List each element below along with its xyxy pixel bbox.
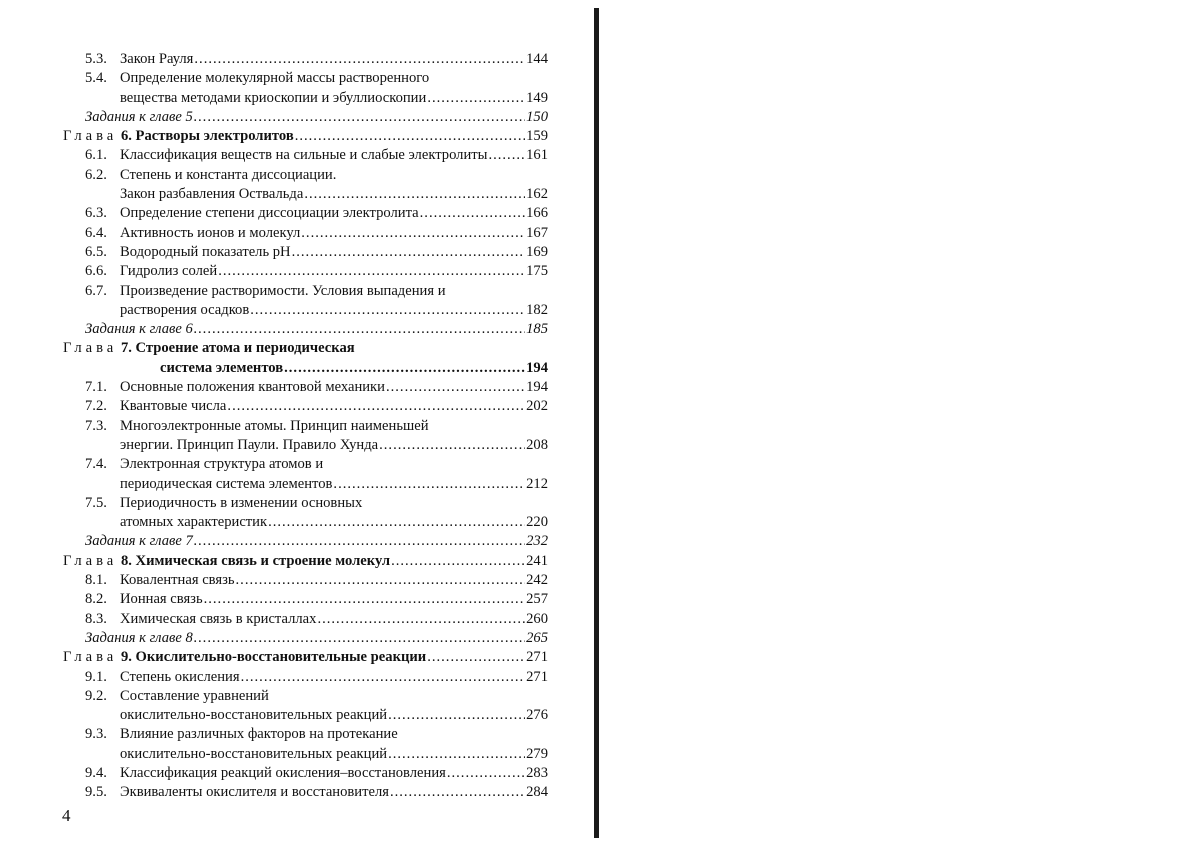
toc-dot-leader	[386, 378, 525, 397]
toc-page-number: 276	[526, 707, 548, 724]
toc-page-number: 257	[526, 591, 548, 608]
toc-dot-leader	[250, 301, 525, 320]
toc-entry-number: Глава	[63, 128, 118, 145]
toc-tasks-entry	[63, 532, 548, 551]
toc-entry-number: Глава	[63, 649, 118, 666]
toc-dot-leader	[304, 185, 525, 204]
toc-page-number: 182	[526, 301, 548, 318]
toc-entry-number: 7.5.	[85, 494, 107, 511]
toc-dot-leader	[388, 706, 525, 725]
toc-entry-number: 9.2.	[85, 687, 107, 704]
left-page	[0, 0, 596, 846]
toc-entry-title: Определение молекулярной массы растворенного	[120, 70, 430, 87]
toc-entry	[63, 378, 548, 397]
toc-entry	[63, 146, 548, 165]
toc-entry-number: 7.3.	[85, 417, 107, 434]
toc-entry	[63, 224, 548, 243]
toc-entry-number: 6.1.	[85, 147, 107, 164]
toc-entry-number: 8.2.	[85, 591, 107, 608]
toc-page-number: 208	[526, 436, 548, 453]
toc-entry-title: Многоэлектронные атомы. Принцип наименьшей	[120, 417, 429, 434]
toc-entry-number: 6.6.	[85, 263, 107, 280]
toc-entry-number: 6.2.	[85, 166, 107, 183]
toc-entry-title: Задания к главе 6	[85, 321, 193, 338]
toc-dot-leader	[194, 532, 525, 551]
toc-entry-number: 7.4.	[85, 456, 107, 473]
page-number-left: 4	[62, 806, 71, 825]
toc-chapter-entry	[63, 127, 548, 146]
toc-dot-leader	[284, 359, 525, 378]
toc-entry-number: 9.5.	[85, 784, 107, 801]
toc-entry	[63, 89, 548, 108]
toc-dot-leader	[194, 629, 525, 648]
toc-dot-leader	[194, 108, 525, 127]
toc-entry	[63, 301, 548, 320]
toc-dot-leader	[427, 648, 525, 667]
toc-entry-title: Степень окисления	[120, 668, 240, 685]
toc-page-number: 283	[526, 764, 548, 781]
toc-dot-leader	[420, 204, 525, 223]
right-page	[600, 0, 1200, 846]
toc-entry	[63, 668, 548, 687]
toc-entry-title: 6. Растворы электролитов	[120, 128, 294, 145]
toc-page-number: 161	[526, 147, 548, 164]
toc-entry	[63, 397, 548, 416]
toc-entry	[63, 455, 548, 474]
toc-entry-title: Квантовые числа	[120, 398, 227, 415]
toc-page-number: 271	[526, 668, 548, 685]
toc-entry-title: 9. Окислительно-восстановительные реакции	[120, 649, 427, 666]
toc-entry-title: Закон Рауля	[120, 51, 194, 67]
toc-entry-number: 6.4.	[85, 224, 107, 241]
toc-entry-number: 7.1.	[85, 379, 107, 396]
toc-page-number: 271	[526, 649, 548, 666]
toc-entry	[63, 475, 548, 494]
toc-entry-number: 7.2.	[85, 398, 107, 415]
toc-page-number: 175	[526, 263, 548, 280]
toc-entry	[63, 436, 548, 455]
toc-entry	[63, 571, 548, 590]
toc-entry	[63, 166, 548, 185]
toc-entry-number: Глава	[63, 340, 118, 357]
toc-dot-leader	[204, 590, 526, 609]
toc-page-number: 194	[526, 359, 548, 376]
toc-entry-title: энергии. Принцип Паули. Правило Хунда	[120, 436, 379, 453]
toc-entry-title: Ковалентная связь	[120, 572, 235, 589]
toc-dot-leader	[388, 745, 525, 764]
toc-entry-title: Составление уравнений	[120, 687, 269, 704]
toc-entry	[63, 764, 548, 783]
toc-page-number: 144	[526, 51, 548, 67]
toc-entry-title: Ионная связь	[120, 591, 203, 608]
toc-entry-title: Задания к главе 8	[85, 629, 193, 646]
toc-dot-leader	[194, 50, 525, 69]
toc-dot-leader	[241, 668, 526, 687]
toc-page-number: 159	[526, 128, 548, 145]
toc-entry	[63, 204, 548, 223]
toc-entry-number: 8.3.	[85, 610, 107, 627]
toc-entry	[63, 69, 548, 88]
toc-entry-title: Задания к главе 5	[85, 108, 193, 125]
toc-page-number: 212	[526, 475, 548, 492]
toc-entry	[63, 185, 548, 204]
toc-entry-number: Глава	[63, 552, 118, 569]
toc-page-number: 260	[526, 610, 548, 627]
toc-entry-number: 6.5.	[85, 243, 107, 260]
toc-page-number: 150	[526, 108, 548, 125]
toc-entry-title: Активность ионов и молекул	[120, 224, 301, 241]
toc-entry-number: 6.7.	[85, 282, 107, 299]
toc-entry-number: 8.1.	[85, 572, 107, 589]
toc-entry	[63, 417, 548, 436]
toc-dot-leader	[333, 475, 525, 494]
toc-entry	[63, 282, 548, 301]
toc-dot-leader	[391, 552, 525, 571]
toc-entry	[63, 687, 548, 706]
toc-entry-title: Задания к главе 7	[85, 533, 193, 550]
toc-entry-title: Гидролиз солей	[120, 263, 218, 280]
toc-page-number: 162	[526, 186, 548, 203]
toc-entry-title: Классификация реакций окисления–восстановления	[120, 764, 446, 781]
toc-entry	[63, 725, 548, 744]
toc-dot-leader	[427, 89, 525, 108]
toc-page-number: 202	[526, 398, 548, 415]
toc-page-number: 185	[526, 321, 548, 338]
toc-entry-title: 8. Химическая связь и строение молекул	[120, 552, 391, 569]
toc-entry-title: Определение степени диссоциации электролита	[120, 205, 419, 222]
toc-entry	[63, 50, 548, 69]
toc-page-number: 149	[526, 89, 548, 106]
toc-entry-title: вещества методами криоскопии и эбуллиоскопии	[120, 89, 427, 106]
toc-tasks-entry	[63, 320, 548, 339]
toc-entry-title: окислительно-восстановительных реакций	[120, 745, 388, 762]
toc-dot-leader	[488, 146, 525, 165]
toc-left-column	[63, 50, 548, 803]
toc-entry-title: 7. Строение атома и периодическая	[120, 340, 355, 357]
toc-entry-number: 9.1.	[85, 668, 107, 685]
toc-page-number: 242	[526, 572, 548, 589]
toc-chapter-entry	[63, 552, 548, 571]
toc-page-number: 166	[526, 205, 548, 222]
toc-dot-leader	[447, 764, 525, 783]
toc-entry	[63, 359, 548, 378]
toc-entry-title: Закон разбавления Оствальда	[120, 186, 304, 203]
toc-dot-leader	[390, 783, 525, 802]
toc-entry	[63, 783, 548, 802]
toc-page-number: 167	[526, 224, 548, 241]
toc-entry	[63, 513, 548, 532]
toc-entry-title: растворения осадков	[120, 301, 250, 318]
toc-entry-title: Влияние различных факторов на протекание	[120, 726, 398, 743]
toc-dot-leader	[268, 513, 525, 532]
toc-entry	[63, 706, 548, 725]
toc-dot-leader	[292, 243, 526, 262]
toc-tasks-entry	[63, 108, 548, 127]
toc-page-number: 241	[526, 552, 548, 569]
toc-tasks-entry	[63, 629, 548, 648]
toc-entry	[63, 262, 548, 281]
toc-page-number: 169	[526, 243, 548, 260]
toc-page-number: 232	[526, 533, 548, 550]
toc-entry-title: Классификация веществ на сильные и слабые электролиты	[120, 147, 488, 164]
toc-dot-leader	[317, 610, 525, 629]
toc-entry	[63, 610, 548, 629]
toc-page-number: 279	[526, 745, 548, 762]
toc-entry-title: Электронная структура атомов и	[120, 456, 324, 473]
toc-entry-title: Химическая связь в кристаллах	[120, 610, 317, 627]
toc-entry-number: 6.3.	[85, 205, 107, 222]
toc-entry	[63, 494, 548, 513]
toc-page-number: 284	[526, 784, 548, 801]
toc-entry-number: 5.4.	[85, 70, 107, 87]
toc-entry-number: 9.3.	[85, 726, 107, 743]
toc-entry-title: атомных характеристик	[120, 514, 268, 531]
toc-entry-title: Водородный показатель pH	[120, 243, 291, 260]
toc-dot-leader	[301, 224, 525, 243]
toc-page-number: 265	[526, 629, 548, 646]
toc-entry-title: Эквиваленты окислителя и восстановителя	[120, 784, 389, 801]
toc-chapter-entry	[63, 648, 548, 667]
book-spine-gutter	[594, 8, 599, 838]
toc-dot-leader	[218, 262, 525, 281]
toc-entry-title: Произведение растворимости. Условия выпадения и	[120, 282, 446, 299]
toc-entry-title: система элементов	[160, 359, 284, 376]
toc-page-number: 194	[526, 379, 548, 396]
toc-entry-title: Основные положения квантовой механики	[120, 379, 385, 396]
toc-entry-number: 9.4.	[85, 764, 107, 781]
toc-dot-leader	[295, 127, 525, 146]
toc-entry-number: 5.3.	[85, 51, 107, 67]
toc-entry	[63, 243, 548, 262]
toc-entry	[63, 590, 548, 609]
toc-entry-title: окислительно-восстановительных реакций	[120, 707, 388, 724]
toc-entry-title: Степень и константа диссоциации.	[120, 166, 337, 183]
toc-dot-leader	[379, 436, 525, 455]
toc-page-number: 220	[526, 514, 548, 531]
toc-entry	[63, 745, 548, 764]
toc-chapter-entry	[63, 339, 548, 358]
toc-dot-leader	[227, 397, 525, 416]
toc-dot-leader	[194, 320, 525, 339]
toc-dot-leader	[236, 571, 526, 590]
toc-entry-title: Периодичность в изменении основных	[120, 494, 363, 511]
toc-entry-title: периодическая система элементов	[120, 475, 333, 492]
